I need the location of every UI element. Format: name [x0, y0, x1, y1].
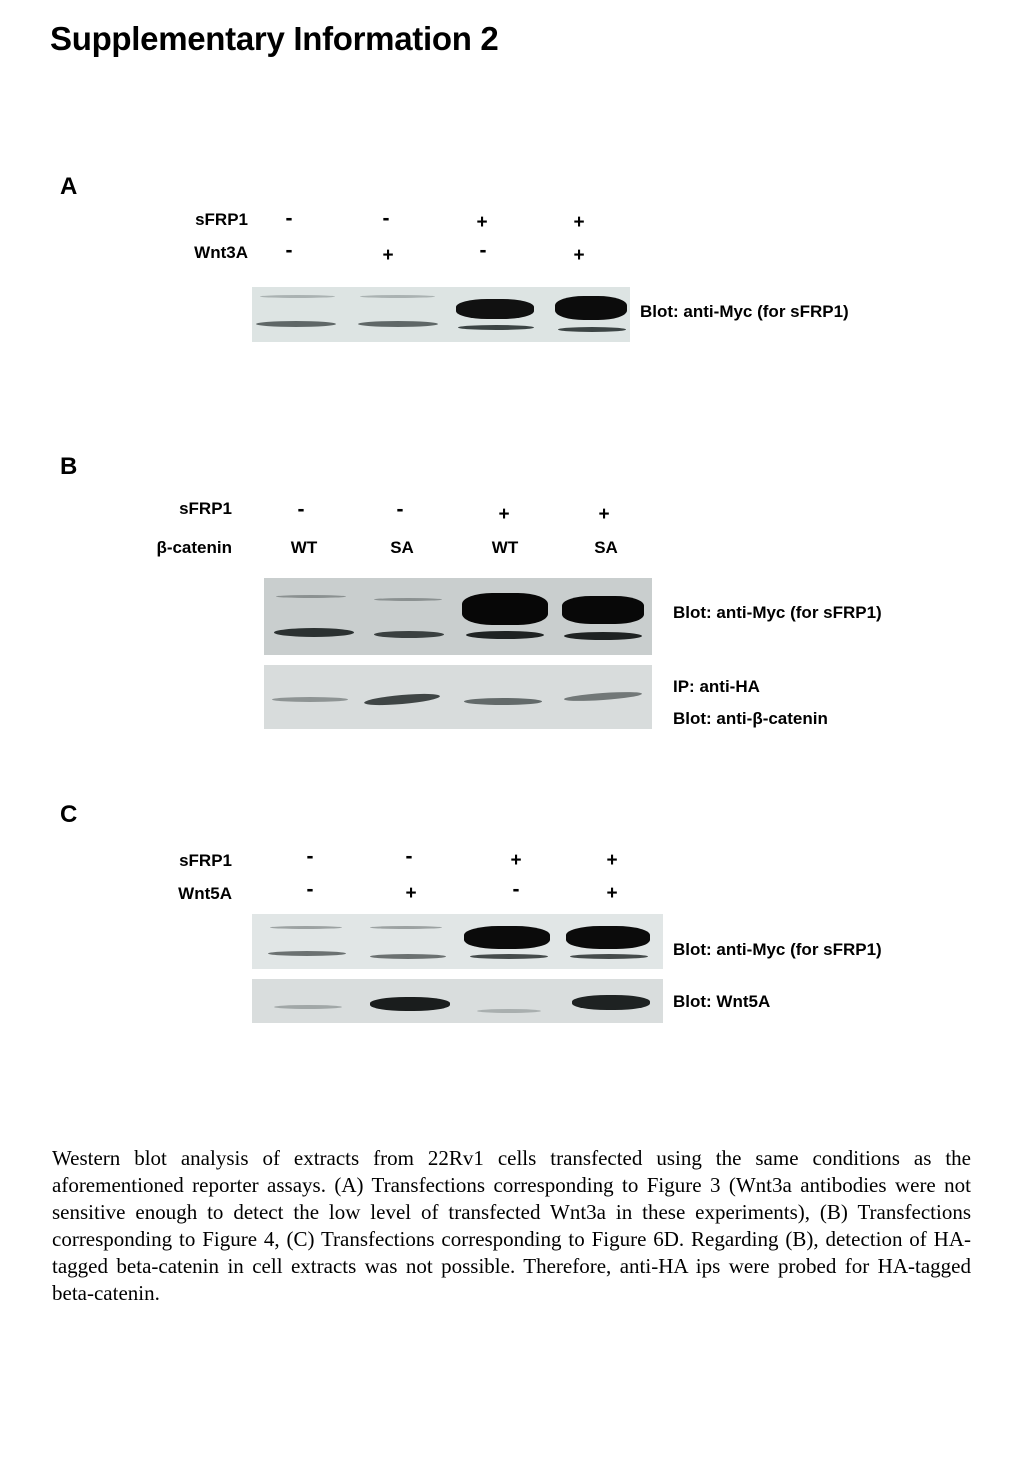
panel-b-row2-label: β-catenin — [156, 538, 232, 557]
panel-b-catenin-lane4: SA — [594, 538, 618, 557]
panel-c-sfrp1-lane1: - — [306, 845, 314, 868]
panel-b-sfrp1-lane2: - — [396, 498, 404, 521]
panel-a-wnt3a-lane3: - — [479, 239, 487, 262]
panel-a-wnt3a-lane1: - — [285, 239, 293, 262]
blot-band — [466, 631, 544, 639]
blot-band — [358, 321, 438, 327]
panel-b-row1-label: sFRP1 — [179, 499, 232, 518]
blot-band — [462, 593, 548, 625]
panel-a-blot-label: Blot: anti-Myc (for sFRP1) — [640, 302, 849, 321]
panel-a-wnt3a-lane2: + — [382, 245, 394, 266]
blot-band — [464, 926, 550, 949]
blot-band — [370, 954, 446, 959]
panel-b-catenin-blot-label: Blot: anti-β-catenin — [673, 709, 828, 728]
blot-band — [374, 631, 444, 638]
panel-a-sfrp1-lane3: + — [476, 212, 488, 233]
panel-a-sfrp1-lane4: + — [573, 212, 585, 233]
blot-band — [370, 997, 450, 1011]
panel-c-sfrp1-lane2: - — [405, 845, 413, 868]
panel-b-sfrp1-lane3: + — [498, 504, 510, 525]
blot-band — [464, 698, 542, 705]
panel-c-row1-label: sFRP1 — [179, 851, 232, 870]
panel-c-myc-blot — [252, 914, 663, 969]
panel-c-wnt5a-lane1: - — [306, 878, 314, 901]
panel-c-row2-label: Wnt5A — [178, 884, 232, 903]
blot-band — [555, 296, 627, 320]
panel-b-sfrp1-lane1: - — [297, 498, 305, 521]
blot-band — [268, 951, 346, 956]
blot-band — [470, 954, 548, 959]
panel-a-row2-label: Wnt3A — [194, 243, 248, 262]
blot-band — [274, 628, 354, 637]
panel-c-sfrp1-lane3: + — [510, 850, 522, 871]
blot-band — [360, 295, 435, 298]
panel-b-sfrp1-lane4: + — [598, 504, 610, 525]
figure-caption: Western blot analysis of extracts from 22Rv1 cells transfected using the same conditions as the aforementioned reporter assays. (A) Transfections corresponding to Figure 3 (Wnt3a antibodies were not sensitive enough to detect the low level of transfected Wnt3a in these experiments), (B) Transfections corresponding to Figure 4, (C) Transfections corresponding to Figure 6D. Regarding (B), detection of HA-tagged beta-catenin in cell extracts was not possible. Therefore, anti-HA ips were probed for HA-tagged beta-catenin. — [52, 1146, 971, 1305]
panel-c-wnt5a-blot-label: Blot: Wnt5A — [673, 992, 771, 1011]
blot-band — [458, 325, 534, 330]
blot-band — [274, 1005, 342, 1009]
panel-c-wnt5a-lane3: - — [512, 878, 520, 901]
panel-c-sfrp1-lane4: + — [606, 850, 618, 871]
panel-a-sfrp1-lane1: - — [285, 207, 293, 230]
blot-band — [572, 995, 650, 1010]
panel-b-catenin-lane3: WT — [491, 538, 519, 557]
blot-band — [477, 1009, 541, 1013]
blot-band — [562, 596, 644, 624]
blot-band — [276, 595, 346, 598]
blot-band — [374, 598, 442, 601]
panel-a-myc-blot — [252, 287, 630, 342]
blot-band — [272, 697, 348, 702]
blot-band — [370, 926, 442, 929]
blot-band — [270, 926, 342, 929]
panel-a-wnt3a-lane4: + — [573, 245, 585, 266]
blot-band — [566, 926, 650, 949]
panel-b-catenin-blot — [264, 665, 652, 729]
panel-b-catenin-lane2: SA — [390, 538, 414, 557]
page-title: Supplementary Information 2 — [50, 20, 499, 57]
panel-c-myc-blot-label: Blot: anti-Myc (for sFRP1) — [673, 940, 882, 959]
panel-a-letter: A — [60, 173, 78, 200]
panel-c-letter: C — [60, 801, 78, 828]
blot-band — [260, 295, 335, 298]
panel-b-letter: B — [60, 453, 78, 480]
panel-c-wnt5a-lane2: + — [405, 883, 417, 904]
panel-b-catenin-lane1: WT — [290, 538, 318, 557]
panel-b-myc-blot — [264, 578, 652, 655]
blot-band — [456, 299, 534, 319]
blot-band — [256, 321, 336, 327]
blot-band — [570, 954, 648, 959]
blot-band — [558, 327, 626, 332]
panel-a-sfrp1-lane2: - — [382, 207, 390, 230]
panel-c-wnt5a-lane4: + — [606, 883, 618, 904]
blot-band — [564, 632, 642, 640]
panel-c-wnt5a-blot — [252, 979, 663, 1023]
panel-b-ip-label: IP: anti-HA — [673, 677, 760, 696]
blot-band — [564, 690, 642, 702]
panel-b-myc-blot-label: Blot: anti-Myc (for sFRP1) — [673, 603, 882, 622]
panel-a-row1-label: sFRP1 — [195, 210, 248, 229]
blot-band — [364, 692, 440, 708]
